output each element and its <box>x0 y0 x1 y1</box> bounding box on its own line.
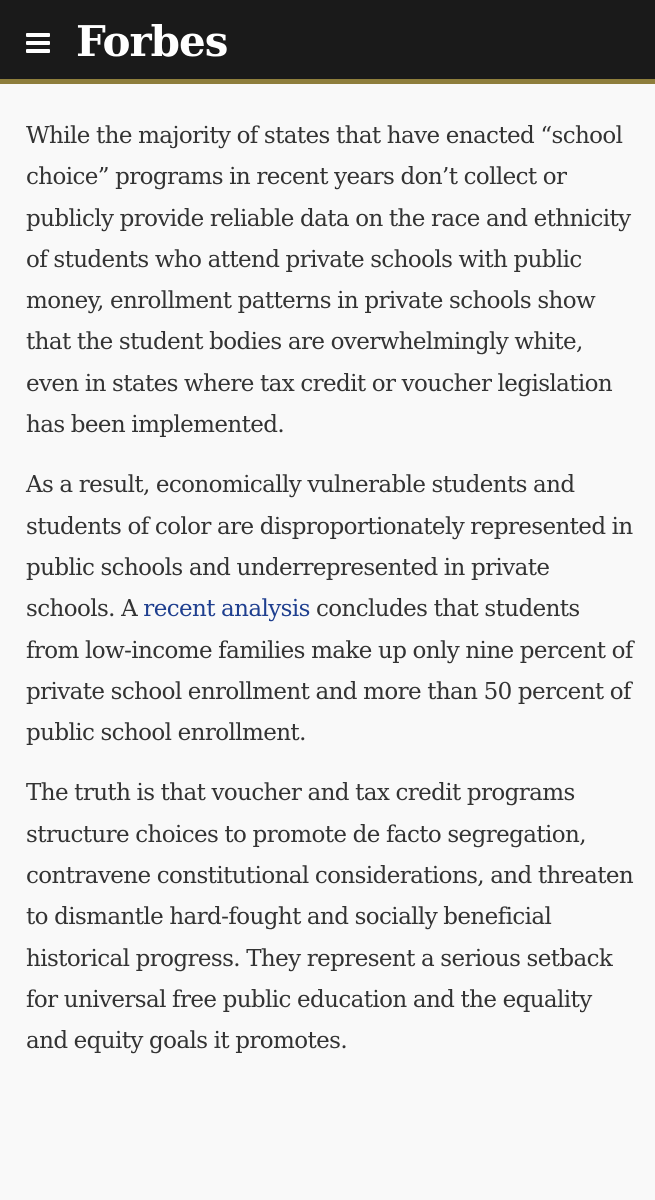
article-paragraph-1: While the majority of states that have enacted “school choice” programs in recent years don’t collect or publicly provide reliable data on the race and ethnicity of students who attend private schools with public money, enrollment patterns in private schools show that the student bodies are overwhelmingly white, even in states where tax credit or voucher legislation has been implemented. <box>26 123 631 439</box>
recent-analysis-link[interactable]: recent analysis <box>143 596 310 623</box>
paragraph-text: concludes that students from low-income families make up only nine percent of private school enrollment and more than 50 percent of public school enrollment. <box>26 596 633 747</box>
article-paragraph-2 <box>26 465 638 754</box>
forbes-logo[interactable]: Forbes <box>76 17 228 66</box>
top-navigation-bar <box>0 0 655 84</box>
menu-line <box>26 33 50 37</box>
menu-line <box>26 41 50 45</box>
article-paragraph-3: The truth is that voucher and tax credit programs structure choices to promote de facto segregation, contravene constitutional considerations, and threaten to dismantle hard-fought and socially beneficial historical progress. They represent a serious setback for universal free public education and the equality and equity goals it promotes. <box>26 780 634 1055</box>
menu-line <box>26 49 50 53</box>
hamburger-menu-icon[interactable] <box>26 33 50 53</box>
paragraph-text: As a result, economically vulnerable students and students of color are disproportionately represented in public schools and underrepresented in private schools. A <box>26 472 633 623</box>
article-body <box>26 116 638 1082</box>
